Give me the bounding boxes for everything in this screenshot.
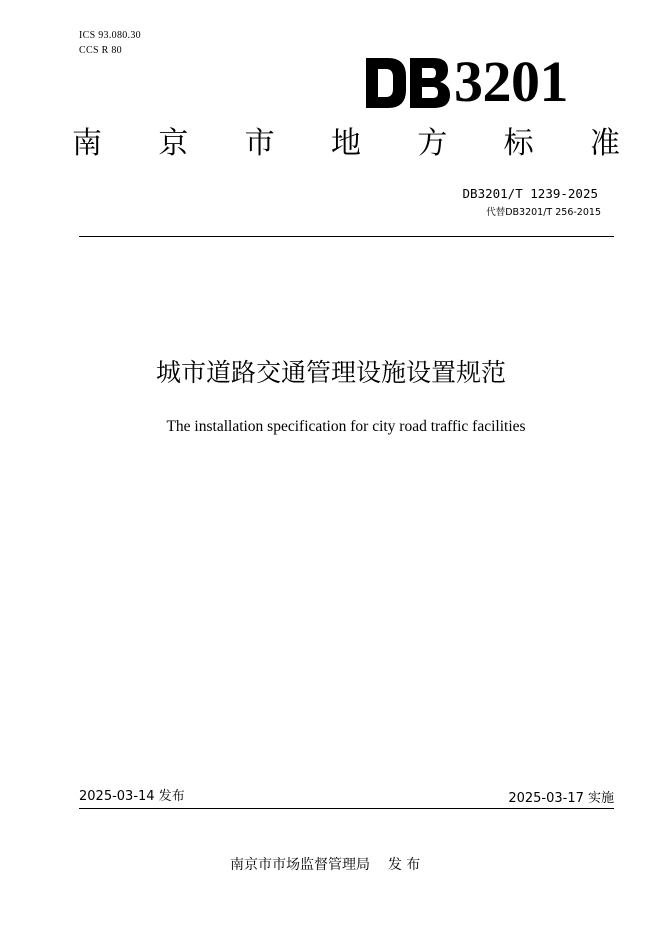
document-title-english: The installation specification for city road traffic facilities — [166, 418, 526, 435]
header-divider — [79, 236, 614, 237]
db-logo-mark — [366, 58, 450, 108]
standard-type-char: 南 — [72, 126, 102, 161]
document-title-chinese: 城市道路交通管理设施设置规范 — [155, 358, 506, 387]
issuer-line — [230, 856, 420, 874]
standard-type-char: 市 — [244, 126, 275, 161]
standard-code: DB3201/T 1239-2025 — [462, 186, 598, 201]
standard-type-char: 京 — [158, 126, 189, 161]
replaces-code: 代替DB3201/T 256-2015 — [486, 207, 601, 218]
release-date: 2025-03-14 发布 — [79, 789, 185, 804]
logo-number: 3201 — [454, 49, 568, 114]
issuer-action: 发 布 — [387, 857, 421, 873]
db-logo — [366, 51, 568, 113]
ics-code: ICS 93.080.30 — [79, 30, 141, 41]
ccs-code: CCS R 80 — [79, 45, 122, 56]
standard-type-char: 地 — [330, 126, 361, 161]
standard-type-title — [72, 126, 620, 162]
standard-type-char: 准 — [589, 126, 620, 161]
standard-type-char: 标 — [503, 126, 534, 161]
implementation-date: 2025-03-17 实施 — [508, 791, 614, 806]
standard-type-char: 方 — [417, 126, 448, 161]
footer-divider — [79, 808, 614, 809]
issuer-organization: 南京市市场监督管理局 — [230, 857, 370, 873]
